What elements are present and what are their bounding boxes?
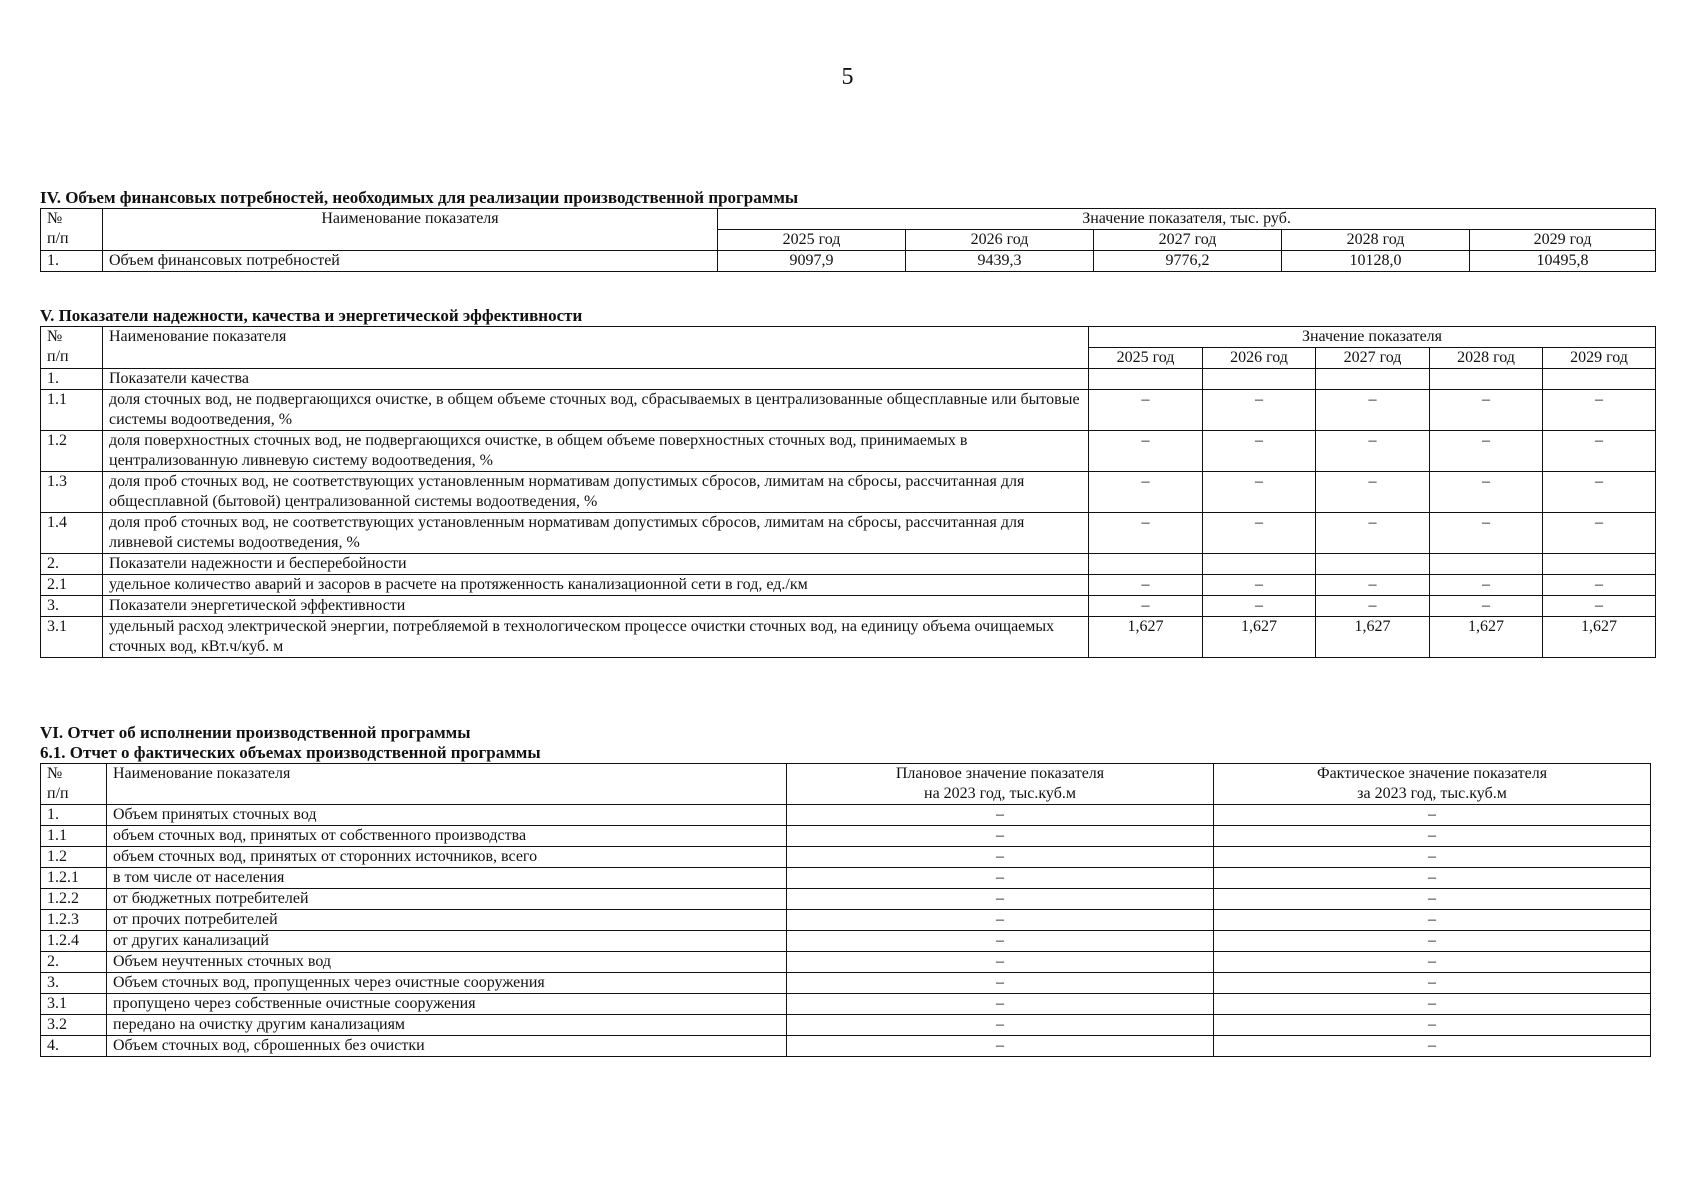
row-name: в том числе от населения	[107, 868, 787, 889]
row-number: 1.2	[41, 431, 103, 472]
year-header: 2028 год	[1282, 230, 1470, 251]
row-value: –	[1430, 431, 1543, 472]
row-value: 1,627	[1543, 617, 1656, 658]
section-6	[40, 723, 1651, 1057]
row-value: 10495,8	[1470, 251, 1656, 272]
col-header-fact: Фактическое значение показателя за 2023 год, тыс.куб.м	[1214, 764, 1651, 805]
row-plan-value: –	[787, 889, 1214, 910]
row-number: 2.1	[41, 575, 103, 596]
row-value: –	[1203, 472, 1316, 513]
row-value: –	[1430, 513, 1543, 554]
row-fact-value: –	[1214, 826, 1651, 847]
row-number: 1.2	[41, 847, 107, 868]
section-4-title: IV. Объем финансовых потребностей, необходимых для реализации производственной программы	[40, 188, 799, 207]
row-fact-value: –	[1214, 1036, 1651, 1057]
row-plan-value: –	[787, 805, 1214, 826]
row-name: доля поверхностных сточных вод, не подвергающихся очистке, в общем объеме поверхностных сточных вод, принимаемых в централизованную ливневую систему водоотведения, %	[103, 431, 1089, 472]
col-header-value: Значение показателя, тыс. руб.	[718, 209, 1656, 230]
row-value: –	[1203, 390, 1316, 431]
row-name: передано на очистку другим канализациям	[107, 1015, 787, 1036]
row-number: 1.1	[41, 390, 103, 431]
col-header-name: Наименование показателя	[107, 764, 787, 805]
table-row	[41, 596, 1656, 617]
row-value: 9097,9	[718, 251, 906, 272]
row-fact-value: –	[1214, 994, 1651, 1015]
row-value	[1089, 554, 1203, 575]
row-value: –	[1203, 575, 1316, 596]
row-value: –	[1543, 431, 1656, 472]
row-number: 1.2.3	[41, 910, 107, 931]
row-name: Показатели надежности и бесперебойности	[103, 554, 1089, 575]
row-plan-value: –	[787, 931, 1214, 952]
row-name: Показатели энергетической эффективности	[103, 596, 1089, 617]
row-value	[1203, 554, 1316, 575]
table-row	[41, 805, 1651, 826]
col-header-no: № п/п	[41, 327, 103, 369]
row-plan-value: –	[787, 826, 1214, 847]
row-name: объем сточных вод, принятых от сторонних источников, всего	[107, 847, 787, 868]
table-row	[41, 889, 1651, 910]
row-plan-value: –	[787, 1015, 1214, 1036]
section-5	[40, 306, 1656, 658]
row-name: Показатели качества	[103, 369, 1089, 390]
table-row	[41, 910, 1651, 931]
table-row	[41, 868, 1651, 889]
row-name: объем сточных вод, принятых от собственного производства	[107, 826, 787, 847]
row-value: 1,627	[1089, 617, 1203, 658]
row-value: –	[1543, 390, 1656, 431]
row-name: пропущено через собственные очистные сооружения	[107, 994, 787, 1015]
row-plan-value: –	[787, 1036, 1214, 1057]
row-value	[1430, 369, 1543, 390]
row-number: 1.	[41, 369, 103, 390]
row-value	[1543, 369, 1656, 390]
row-value: –	[1203, 513, 1316, 554]
row-value: –	[1543, 472, 1656, 513]
row-value: 1,627	[1316, 617, 1430, 658]
year-header: 2027 год	[1094, 230, 1282, 251]
row-value: –	[1316, 575, 1430, 596]
year-header: 2025 год	[718, 230, 906, 251]
row-number: 1.2.2	[41, 889, 107, 910]
page-number: 5	[841, 64, 854, 90]
year-header: 2026 год	[1203, 348, 1316, 369]
table-row	[41, 847, 1651, 868]
row-value: 1,627	[1203, 617, 1316, 658]
row-value: –	[1316, 513, 1430, 554]
reliability-quality-table	[40, 326, 1656, 658]
row-value: –	[1316, 431, 1430, 472]
year-header: 2029 год	[1543, 348, 1656, 369]
col-header-name: Наименование показателя	[103, 209, 718, 251]
row-value: –	[1430, 575, 1543, 596]
row-fact-value: –	[1214, 1015, 1651, 1036]
row-name: Объем сточных вод, пропущенных через очистные сооружения	[107, 973, 787, 994]
row-plan-value: –	[787, 952, 1214, 973]
row-fact-value: –	[1214, 868, 1651, 889]
row-value	[1203, 369, 1316, 390]
row-value: –	[1203, 596, 1316, 617]
row-plan-value: –	[787, 973, 1214, 994]
row-number: 3.	[41, 596, 103, 617]
col-header-name: Наименование показателя	[103, 327, 1089, 369]
table-row	[41, 617, 1656, 658]
row-fact-value: –	[1214, 910, 1651, 931]
row-value: –	[1089, 472, 1203, 513]
section-6-title: VI. Отчет об исполнении производственной программы	[40, 723, 471, 742]
row-value: –	[1089, 390, 1203, 431]
table-row	[41, 390, 1656, 431]
row-number: 1.	[41, 251, 103, 272]
row-name: Объем неучтенных сточных вод	[107, 952, 787, 973]
row-value: 10128,0	[1282, 251, 1470, 272]
row-value: 1,627	[1430, 617, 1543, 658]
row-number: 2.	[41, 952, 107, 973]
row-name: доля проб сточных вод, не соответствующих установленным нормативам допустимых сбросов, лимитам на сбросы, рассчитанная для ливневой системы водоотведения, %	[103, 513, 1089, 554]
row-value	[1316, 369, 1430, 390]
row-value	[1316, 554, 1430, 575]
row-name: Объем принятых сточных вод	[107, 805, 787, 826]
section-6-subtitle: 6.1. Отчет о фактических объемах производственной программы	[40, 743, 541, 762]
row-plan-value: –	[787, 847, 1214, 868]
row-value	[1430, 554, 1543, 575]
row-value: –	[1089, 575, 1203, 596]
col-header-plan: Плановое значение показателя на 2023 год, тыс.куб.м	[787, 764, 1214, 805]
production-report-table	[40, 763, 1651, 1057]
row-value: –	[1543, 596, 1656, 617]
row-value: –	[1316, 596, 1430, 617]
row-name: от прочих потребителей	[107, 910, 787, 931]
row-number: 1.3	[41, 472, 103, 513]
row-plan-value: –	[787, 868, 1214, 889]
row-value: –	[1316, 390, 1430, 431]
row-name: от других канализаций	[107, 931, 787, 952]
table-row	[41, 973, 1651, 994]
row-value: –	[1430, 472, 1543, 513]
row-value: –	[1430, 390, 1543, 431]
row-name: доля проб сточных вод, не соответствующих установленным нормативам допустимых сбросов, лимитам на сбросы, рассчитанная для общесплавной (бытовой) централизованной системы водоотведения, %	[103, 472, 1089, 513]
row-value: –	[1089, 596, 1203, 617]
table-row	[41, 472, 1656, 513]
row-number: 4.	[41, 1036, 107, 1057]
row-name: от бюджетных потребителей	[107, 889, 787, 910]
row-name: Объем финансовых потребностей	[103, 251, 718, 272]
row-number: 3.	[41, 973, 107, 994]
row-plan-value: –	[787, 910, 1214, 931]
row-value: –	[1430, 596, 1543, 617]
year-header: 2025 год	[1089, 348, 1203, 369]
col-header-value: Значение показателя	[1089, 327, 1656, 348]
row-value: 9439,3	[906, 251, 1094, 272]
row-name: удельный расход электрической энергии, потребляемой в технологическом процессе очистки сточных вод, на единицу объема очищаемых сточных вод, кВт.ч/куб. м	[103, 617, 1089, 658]
row-value: –	[1316, 472, 1430, 513]
table-row	[41, 251, 1656, 272]
row-value: –	[1203, 431, 1316, 472]
row-value: –	[1543, 513, 1656, 554]
row-number: 1.2.4	[41, 931, 107, 952]
row-fact-value: –	[1214, 931, 1651, 952]
row-fact-value: –	[1214, 847, 1651, 868]
row-fact-value: –	[1214, 889, 1651, 910]
row-fact-value: –	[1214, 805, 1651, 826]
row-value: –	[1089, 513, 1203, 554]
table-row	[41, 513, 1656, 554]
row-number: 3.2	[41, 1015, 107, 1036]
row-plan-value: –	[787, 994, 1214, 1015]
row-number: 1.1	[41, 826, 107, 847]
row-value: –	[1543, 575, 1656, 596]
year-header: 2026 год	[906, 230, 1094, 251]
row-number: 1.	[41, 805, 107, 826]
row-number: 1.2.1	[41, 868, 107, 889]
row-number: 3.1	[41, 994, 107, 1015]
section-4	[40, 188, 1656, 272]
table-row	[41, 1015, 1651, 1036]
section-5-title: V. Показатели надежности, качества и энергетической эффективности	[40, 306, 583, 325]
table-row	[41, 575, 1656, 596]
table-row	[41, 994, 1651, 1015]
col-header-no: № п/п	[41, 764, 107, 805]
row-number: 3.1	[41, 617, 103, 658]
year-header: 2028 год	[1430, 348, 1543, 369]
row-value: –	[1089, 431, 1203, 472]
table-row	[41, 369, 1656, 390]
row-name: доля сточных вод, не подвергающихся очистке, в общем объеме сточных вод, сбрасываемых в централизованные общесплавные или бытовые системы водоотведения, %	[103, 390, 1089, 431]
row-number: 2.	[41, 554, 103, 575]
row-fact-value: –	[1214, 952, 1651, 973]
row-value	[1543, 554, 1656, 575]
row-name: Объем сточных вод, сброшенных без очистки	[107, 1036, 787, 1057]
row-name: удельное количество аварий и засоров в расчете на протяженность канализационной сети в год, ед./км	[103, 575, 1089, 596]
table-row	[41, 952, 1651, 973]
row-value	[1089, 369, 1203, 390]
table-row	[41, 1036, 1651, 1057]
financial-needs-table	[40, 208, 1656, 272]
col-header-no: № п/п	[41, 209, 103, 251]
row-number: 1.4	[41, 513, 103, 554]
table-row	[41, 931, 1651, 952]
table-row	[41, 554, 1656, 575]
table-row	[41, 431, 1656, 472]
year-header: 2027 год	[1316, 348, 1430, 369]
row-value: 9776,2	[1094, 251, 1282, 272]
table-row	[41, 826, 1651, 847]
row-fact-value: –	[1214, 973, 1651, 994]
year-header: 2029 год	[1470, 230, 1656, 251]
